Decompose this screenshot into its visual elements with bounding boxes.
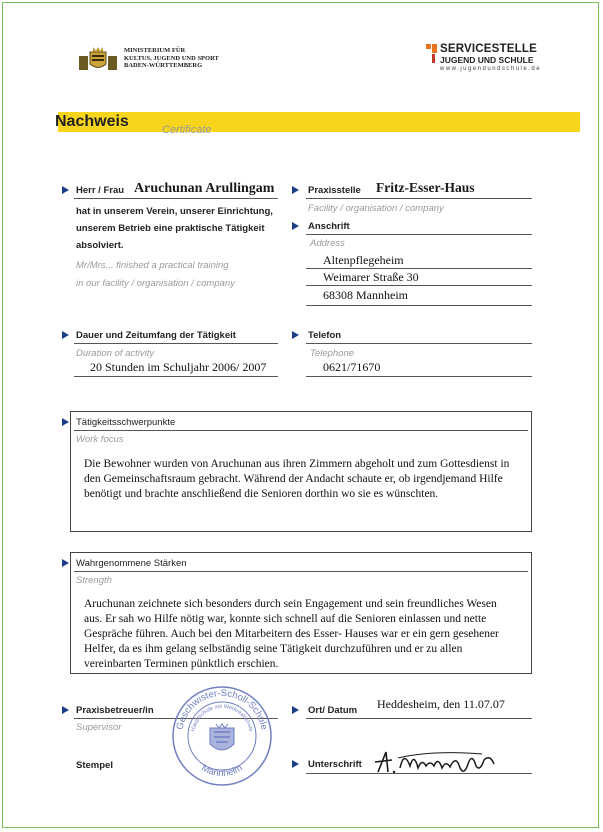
person-text-line-1: hat in unserem Verein, unserer Einrichtung, xyxy=(76,206,273,217)
phone-value-rule xyxy=(306,376,532,377)
strengths-line: Aruchunan zeichnete sich besonders durch sein Engagement und sein freundliches Wesen xyxy=(84,598,497,610)
service-url: www.jugendundschule.de xyxy=(440,66,542,72)
phone-value: 0621/71670 xyxy=(323,360,381,374)
work-focus-rule xyxy=(74,430,528,431)
servicestelle-name xyxy=(440,43,541,73)
ministry-line-2: KULTUS, JUGEND UND SPORT xyxy=(124,54,219,62)
stamp-ring-bottom: Mannheim xyxy=(199,762,245,780)
ministry-logo xyxy=(78,46,118,72)
person-name-rule xyxy=(74,198,278,199)
service-line-1: SERVICESTELLE xyxy=(440,43,537,55)
bullet-arrow-icon xyxy=(292,706,299,714)
person-text-english xyxy=(76,257,235,293)
place-date-value: Heddesheim, den 11.07.07 xyxy=(377,697,505,711)
work-focus-text xyxy=(84,457,509,502)
duration-value-rule xyxy=(74,376,278,377)
duration-sublabel: Duration of activity xyxy=(76,348,155,359)
title-band xyxy=(58,112,580,132)
person-name: Aruchunan Arullingam xyxy=(134,181,275,196)
address-rule-2 xyxy=(306,285,532,286)
supervisor-label: Praxisbetreuer/in xyxy=(76,705,154,716)
ministry-name xyxy=(124,47,219,70)
address-line-1: Altenpflegeheim xyxy=(323,253,404,267)
school-stamp xyxy=(170,684,274,788)
address-label-rule xyxy=(306,234,532,235)
strengths-text xyxy=(84,597,499,672)
placement-sublabel: Facility / organisation / company xyxy=(308,203,444,214)
person-en-line-2: in our facility / organisation / company xyxy=(76,278,235,289)
work-focus-line: benötigt und brachte anschließend die Senioren dorthin wo sie es wünschten. xyxy=(84,488,439,500)
stamp-shield-icon xyxy=(210,724,234,750)
bullet-arrow-icon xyxy=(292,760,299,768)
strengths-sublabel: Strength xyxy=(76,575,112,586)
address-line-2: Weimarer Straße 30 xyxy=(323,270,419,284)
coat-of-arms-icon xyxy=(78,46,118,72)
address-rule-1 xyxy=(306,268,532,269)
place-date-rule xyxy=(306,718,532,719)
duration-value: 20 Stunden im Schuljahr 2006/ 2007 xyxy=(90,360,267,374)
bullet-arrow-icon xyxy=(62,186,69,194)
title-main: Nachweis xyxy=(55,113,129,130)
title-sub: Certificate xyxy=(162,124,212,136)
address-rule-3 xyxy=(306,305,532,306)
servicestelle-logo-icon xyxy=(426,44,438,64)
work-focus-sublabel: Work focus xyxy=(76,434,124,445)
service-line-2: JUGEND UND SCHULE xyxy=(440,55,534,65)
person-text-line-2: unserem Betrieb eine praktische Tätigkeit xyxy=(76,223,265,234)
person-text xyxy=(76,203,273,254)
strengths-line: aus. Er sah wo Hilfe nötig war, konnte sich schnell auf die Senioren einlassen und nette xyxy=(84,613,487,625)
placement-value: Fritz-Esser-Haus xyxy=(376,180,475,195)
strengths-line: vereinbarten Terminen pünktlich erschien. xyxy=(84,658,279,670)
bullet-arrow-icon xyxy=(292,331,299,339)
stamp-label: Stempel xyxy=(76,760,113,771)
phone-sublabel: Telephone xyxy=(310,348,355,359)
strengths-rule xyxy=(74,571,528,572)
bullet-arrow-icon xyxy=(62,331,69,339)
person-en-line-1: Mr/Mrs... finished a practical training xyxy=(76,260,229,271)
ministry-line-1: MINISTERIUM FÜR xyxy=(124,47,186,54)
signature-rule xyxy=(306,773,532,774)
work-focus-label: Tätigkeitsschwerpunkte xyxy=(76,417,176,428)
phone-rule xyxy=(306,343,532,344)
person-label: Herr / Frau xyxy=(76,185,125,196)
work-focus-line: Die Bewohner wurden von Aruchunan aus ihren Zimmern abgeholt und zum Gottesdienst in xyxy=(84,458,510,470)
duration-rule xyxy=(74,343,278,344)
strengths-line: Helfer, da es ihm gelang selbständig seine Tätigkeit durchzuführen und er zu allen xyxy=(84,643,463,655)
work-focus-line: den Gemeinschaftsraum gebracht. Während der Andacht schaute er, ob irgendjemand Hilfe xyxy=(84,473,503,485)
strengths-line: Gespräche führen. Auch bei den Mitarbeitern des Esser- Hauses war er ein gern gesehener xyxy=(84,628,499,640)
supervisor-sublabel: Supervisor xyxy=(76,722,122,733)
placement-rule xyxy=(306,198,532,199)
signature-label: Unterschrift xyxy=(308,759,362,770)
bullet-arrow-icon xyxy=(292,222,299,230)
duration-label: Dauer und Zeitumfang der Tätigkeit xyxy=(76,330,236,341)
place-date-label: Ort/ Datum xyxy=(308,705,358,716)
phone-label: Telefon xyxy=(308,330,342,341)
person-text-line-3: absolviert. xyxy=(76,240,124,251)
strengths-label: Wahrgenommene Stärken xyxy=(76,558,187,569)
bullet-arrow-icon xyxy=(62,418,69,426)
bullet-arrow-icon xyxy=(62,559,69,567)
address-label: Anschrift xyxy=(308,221,350,232)
bullet-arrow-icon xyxy=(62,706,69,714)
address-sublabel: Address xyxy=(310,238,345,249)
stamp-ring-inner: Hauptschule mit Werkrealschule xyxy=(190,703,254,733)
placement-label: Praxisstelle xyxy=(308,185,361,196)
ministry-line-3: BADEN-WÜRTTEMBERG xyxy=(124,62,203,69)
handwritten-signature xyxy=(372,746,500,780)
address-line-3: 68308 Mannheim xyxy=(323,288,408,302)
stamp-ring-top: Geschwister-Scholl-Schule xyxy=(174,687,270,731)
bullet-arrow-icon xyxy=(292,186,299,194)
